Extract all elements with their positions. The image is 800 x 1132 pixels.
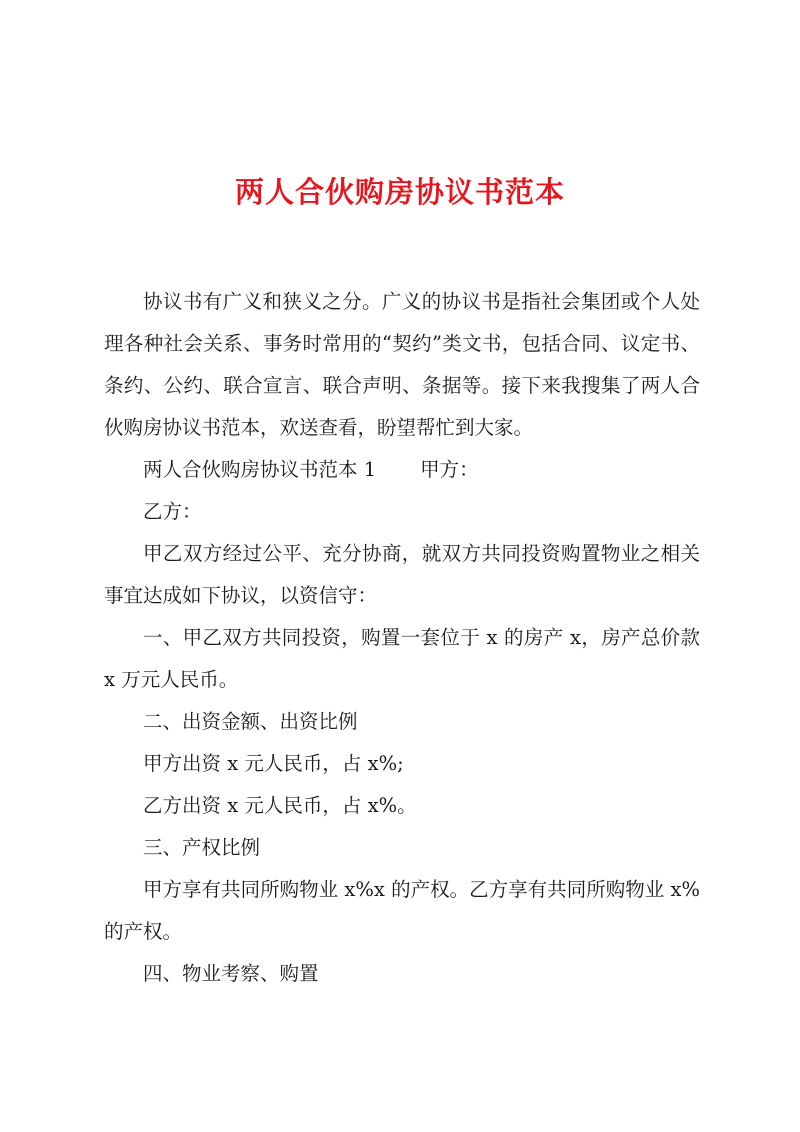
document-body (104, 281, 700, 995)
sample-heading: 两人合伙购房协议书范本 1 (143, 458, 377, 481)
clause-2-heading: 二、出资金额、出资比例 (143, 710, 358, 733)
clause-3-heading: 三、产权比例 (143, 836, 261, 859)
party-a-label: 甲方： (420, 458, 479, 481)
party-b-label: 乙方： (143, 500, 202, 523)
intro-paragraph: 协议书有广义和狭义之分。广义的协议书是指社会集团或个人处理各种社会关系、事务时常用的“契约”类文书，包括合同、议定书、条约、公约、联合宣言、联合声明、条据等。接下来我搜集了两人合伙购房协议书范本，欢送查看，盼望帮忙到大家。 (104, 290, 700, 439)
clause-1: 一、甲乙双方共同投资，购置一套位于 x 的房产 x，房产总价款 x 万元人民币。 (104, 626, 700, 691)
clause-4-heading: 四、物业考察、购置 (143, 962, 319, 985)
sample-heading-line (104, 449, 700, 491)
document-title: 两人合伙购房协议书范本 (234, 175, 565, 209)
ownership-ratio: 甲方享有共同所购物业 x%x 的产权。乙方享有共同所购物业 x%的产权。 (104, 878, 700, 943)
party-b-contribution: 乙方出资 x 元人民币，占 x%。 (143, 794, 417, 817)
agreement-preamble: 甲乙双方经过公平、充分协商，就双方共同投资购置物业之相关事宜达成如下协议，以资信守： (104, 542, 700, 607)
party-a-contribution: 甲方出资 x 元人民币，占 x%; (143, 752, 404, 775)
